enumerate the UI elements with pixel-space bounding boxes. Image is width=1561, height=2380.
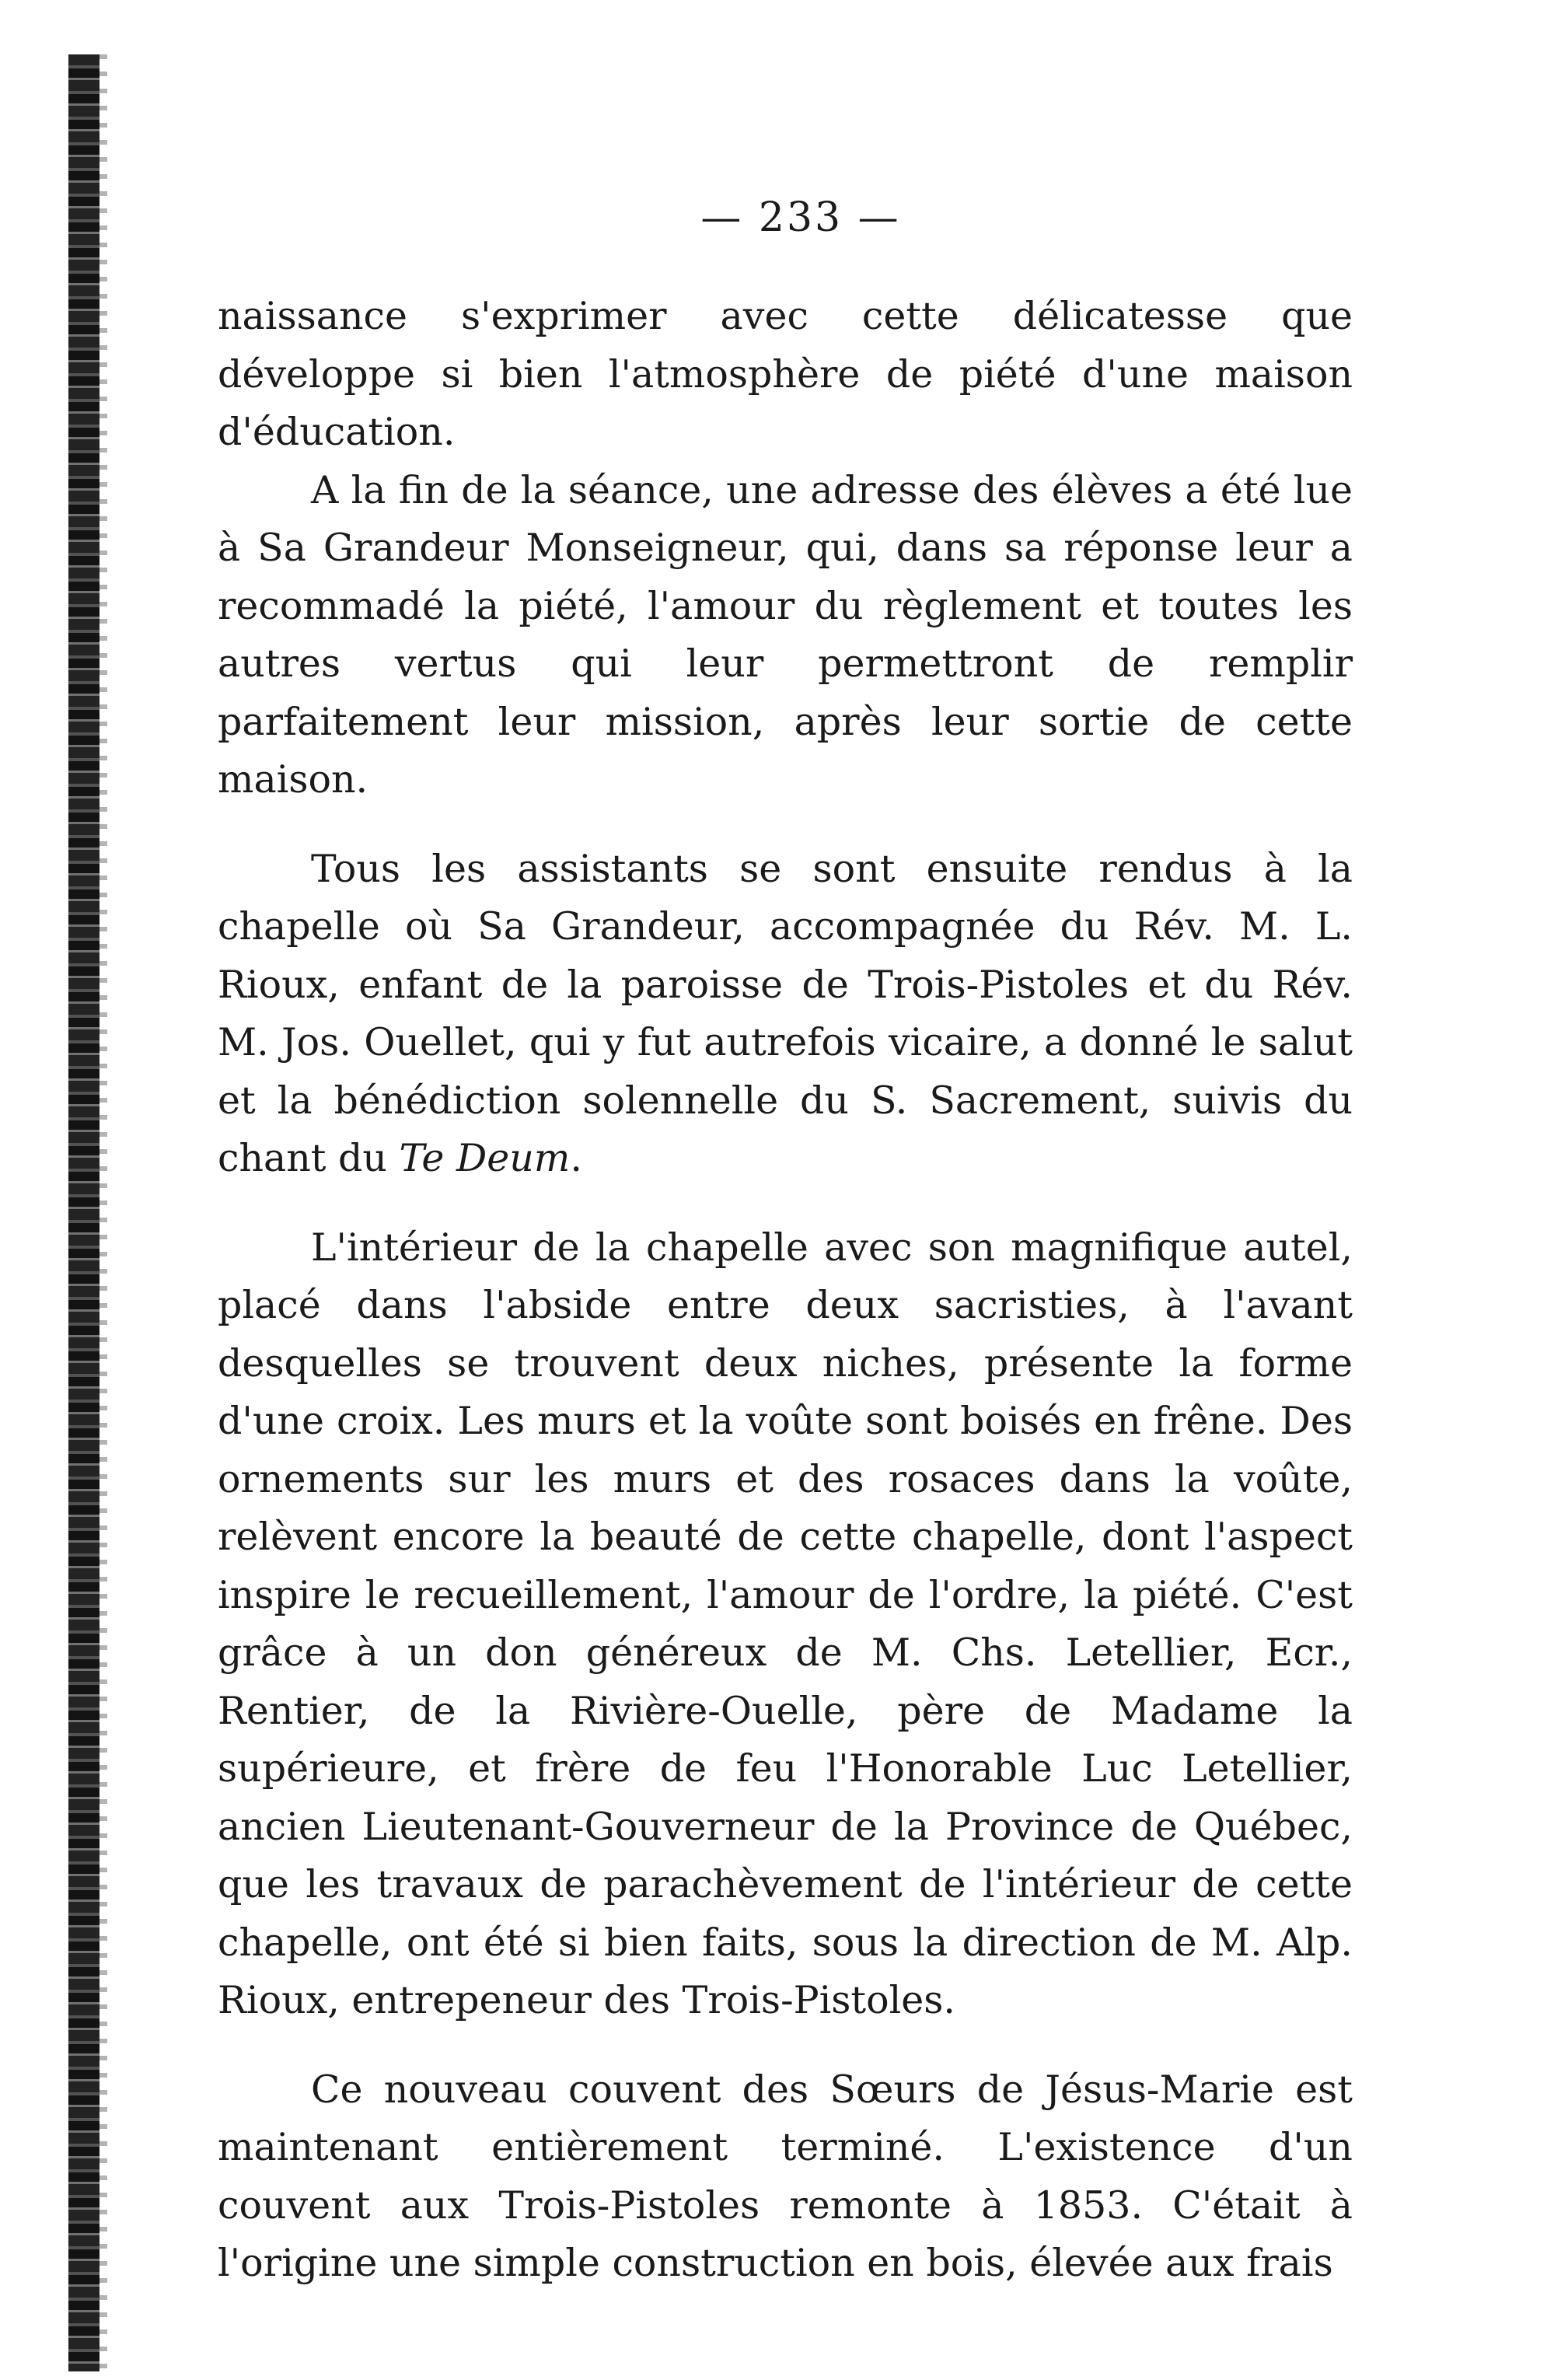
page-text bbox=[218, 288, 1353, 2293]
paragraph-chapelle-salut-text: Tous les assistants se sont ensuite rendus à la chapelle où Sa Grandeur, accompagnée du Rév. M. L. Rioux, enfant de la paroisse de Trois-Pistoles et du Rév. M. Jos. Ouellet, qui y fut autrefois vicaire, a donné le salut et la bénédiction solennelle du S. Sacrement, suivis du chant du bbox=[218, 846, 1353, 1180]
page-number: — 233 — bbox=[700, 194, 901, 241]
paragraph-chapelle-salut bbox=[218, 841, 1353, 1188]
paragraph-couvent: Ce nouveau couvent des Sœurs de Jésus-Marie est maintenant entièrement terminé. L'existence d'un couvent aux Trois-Pistoles remonte à 1853. C'était à l'origine une simple construction en bois, élevée aux frais bbox=[218, 2067, 1353, 2285]
paragraph-continuation: naissance s'exprimer avec cette délicatesse que développe si bien l'atmosphère de piété d'une maison d'éducation. bbox=[218, 294, 1353, 454]
paragraph-chapelle-salut-end: . bbox=[570, 1136, 582, 1180]
binding-edge bbox=[68, 54, 100, 2371]
book-page bbox=[218, 194, 1353, 2293]
paragraph-seance: A la fin de la séance, une adresse des élèves a été lue à Sa Grandeur Monseigneur, qui, dans sa réponse leur a recommadé la piété, l'amour du règlement et toutes les autres vertus qui leur permettront de remplir parfaitement leur mission, après leur sortie de cette maison. bbox=[218, 467, 1353, 802]
paragraph-interieur: L'intérieur de la chapelle avec son magnifique autel, placé dans l'abside entre deux sacristies, à l'avant desquelles se trouvent deux niches, présente la forme d'une croix. Les murs et la voûte sont boisés en frêne. Des ornements sur les murs et des rosaces dans la voûte, relèvent encore la beauté de cette chapelle, dont l'aspect inspire le recueillement, l'amour de l'ordre, la piété. C'est grâce à un don généreux de M. Chs. Letellier, Ecr., Rentier, de la Rivière-Ouelle, père de Madame la supérieure, et frère de feu l'Honorable Luc Letellier, ancien Lieutenant-Gouverneur de la Province de Québec, que les travaux de parachèvement de l'intérieur de cette chapelle, ont été si bien faits, sous la direction de M. Alp. Rioux, entrepeneur des Trois-Pistoles. bbox=[218, 1225, 1353, 2022]
te-deum-italic: Te Deum bbox=[399, 1136, 571, 1180]
